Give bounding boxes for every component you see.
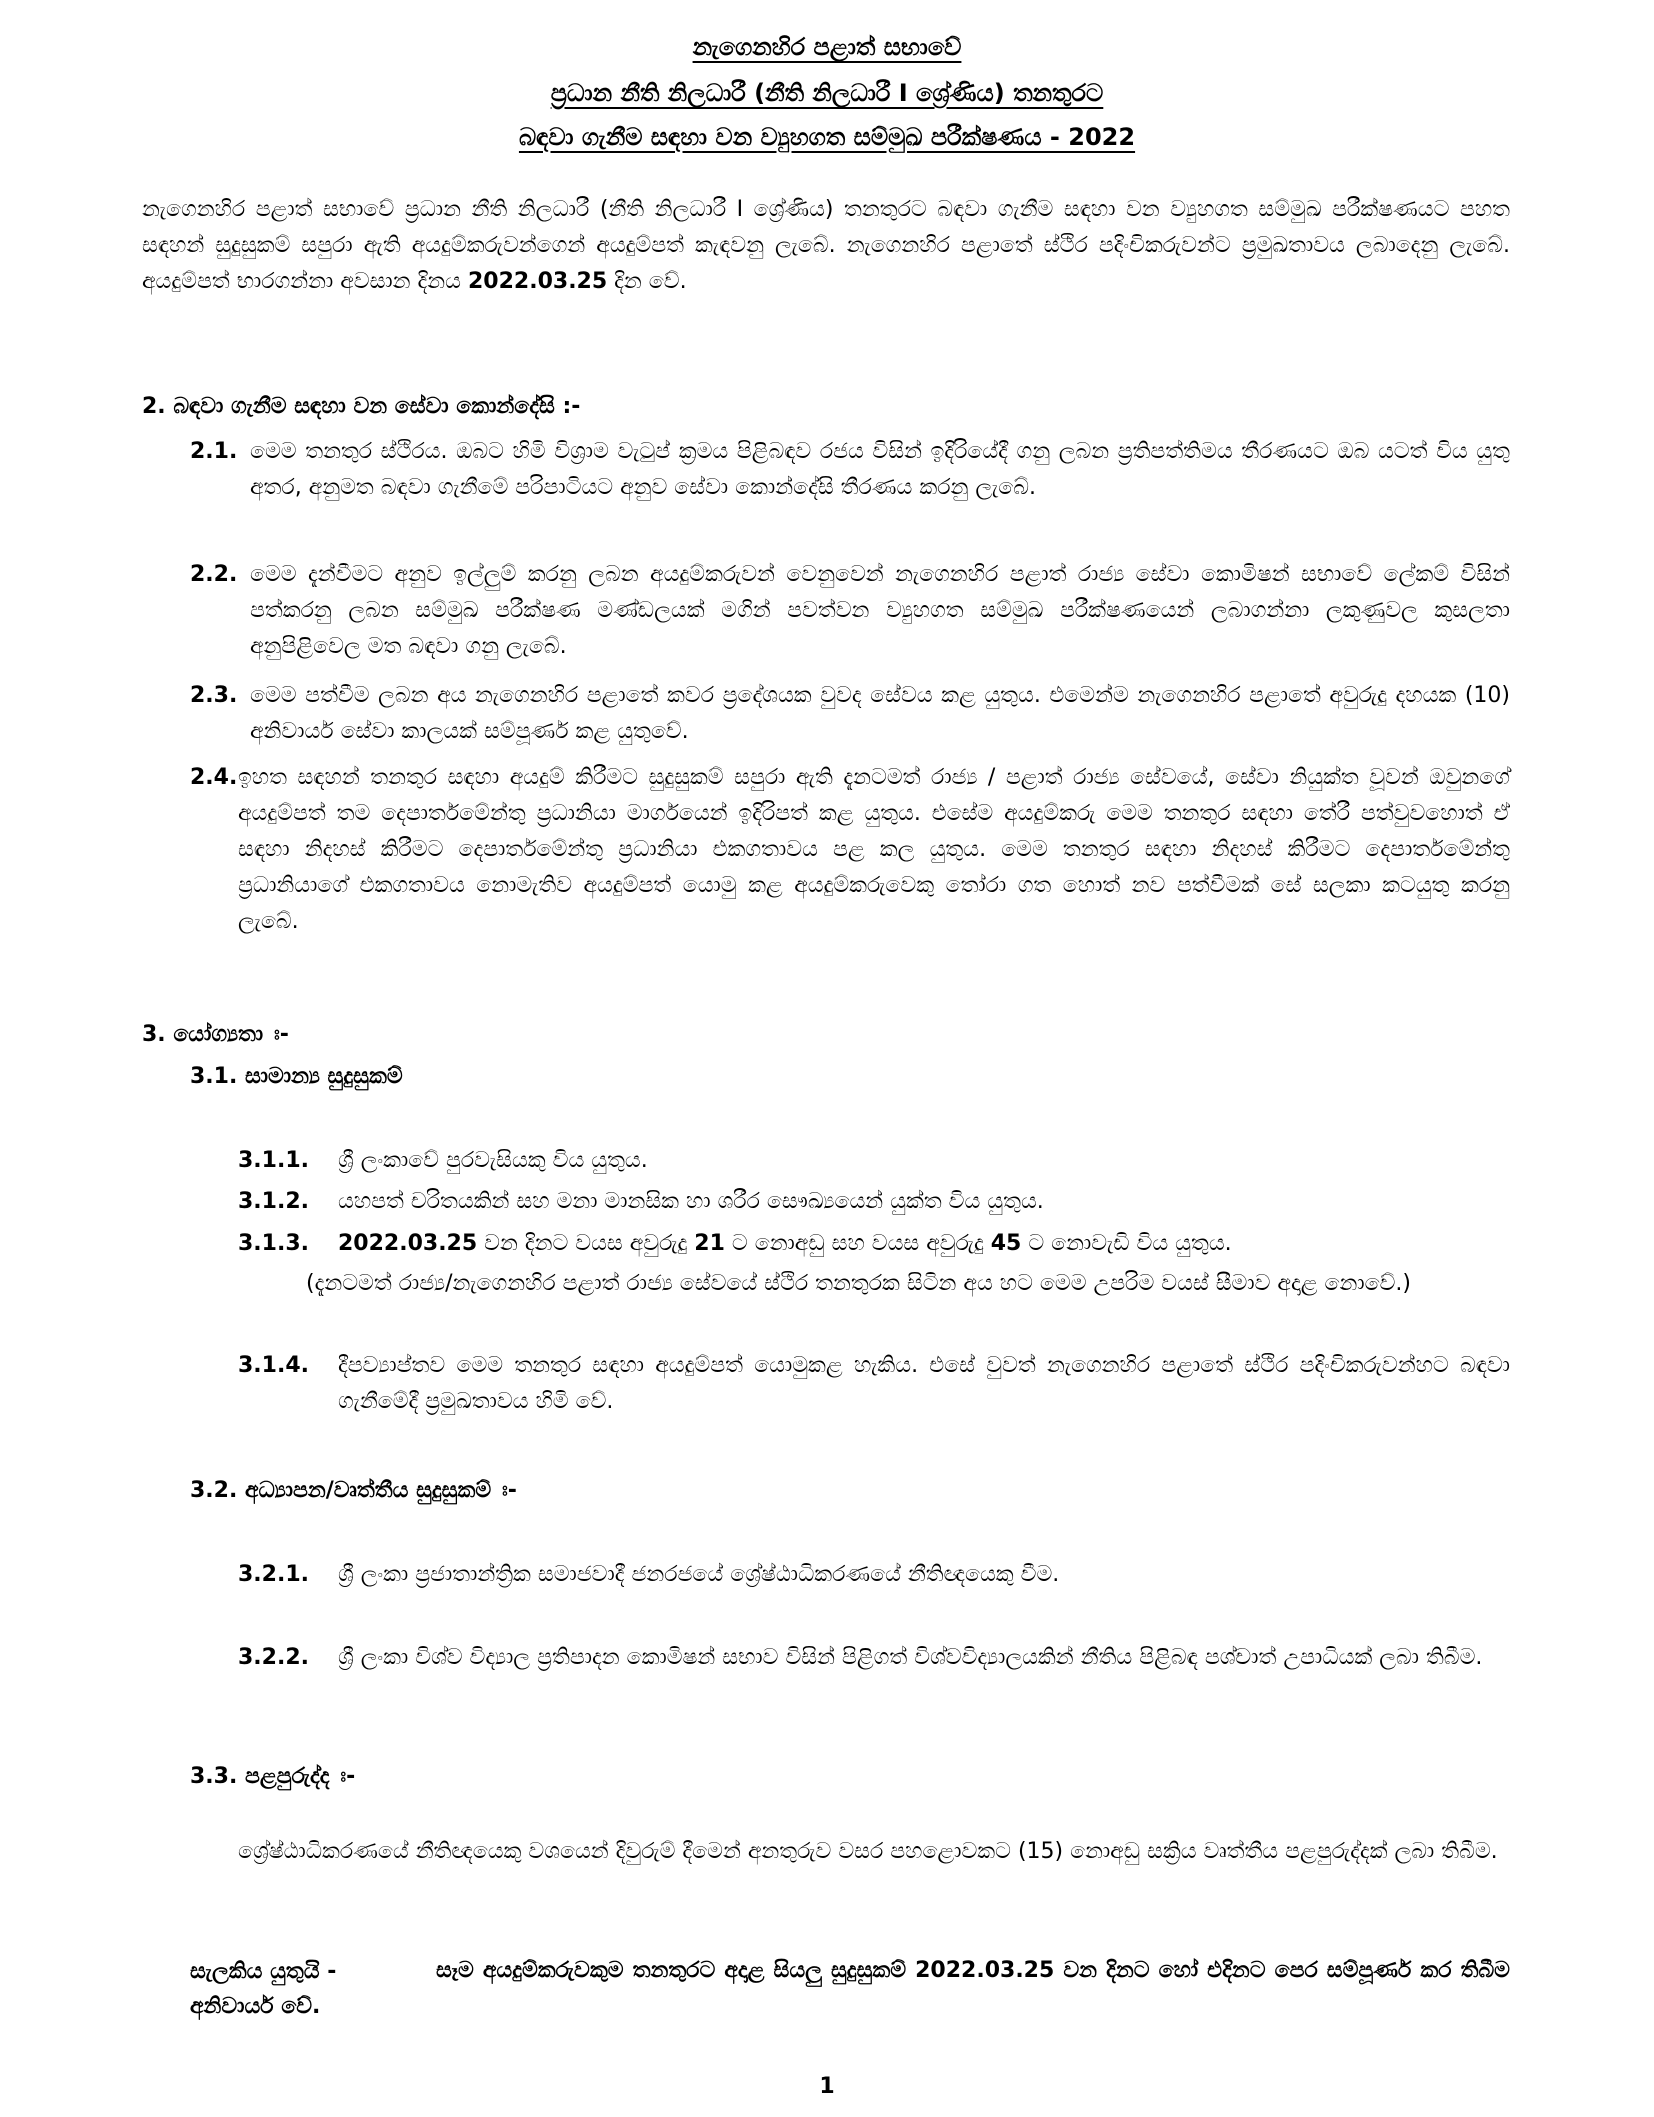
item-3-2-2-text: ශ්‍රී ලංකා විශ්ව විද්‍යාල ප්‍රතිපාදන කොමිෂන් සභාව විසින් පිළිගත් විශ්වවිද්‍යාලයකින් නීතිය පිළිබඳ පශ්චාත් උපාධියක් ලබා තිබීම.	[338, 1645, 1483, 1670]
item-3-2-1-text: ශ්‍රී ලංකා ප්‍රජාතාන්ත්‍රික සමාජවාදී ජනරජයේ ශ්‍රේෂ්ඨාධිකරණයේ නීතිඥයෙකු වීම.	[338, 1562, 1060, 1587]
age-date: 2022.03.25	[338, 1231, 478, 1256]
section-2-heading: 2. බඳවා ගැනීම සඳහා වන සේවා කොන්දේසි :-	[142, 394, 581, 419]
item-3-1-2-number: 3.1.2.	[238, 1189, 309, 1214]
intro-tail: දින වේ.	[607, 269, 687, 294]
item-3-1-1-number: 3.1.1.	[238, 1148, 309, 1173]
section-3-1-heading: 3.1. සාමාන්‍ය සුදුසුකම්	[190, 1064, 403, 1089]
item-3-1-2-text: යහපත් චරිතයකින් සහ මනා මානසික හා ශරීර සෞඛ්‍යයෙන් යුක්ත විය යුතුය.	[338, 1189, 1044, 1214]
item-2-2-number: 2.2.	[190, 562, 238, 587]
age-text-3: ට නොවැඩි විය යුතුය.	[1021, 1231, 1232, 1256]
section-3-3-heading: 3.3. පළපුරුද්ද ඃ-	[190, 1764, 356, 1789]
item-3-1-3-number: 3.1.3.	[238, 1231, 309, 1256]
item-3-1-3-note: (දැනටමත් රාජ්‍ය/නැගෙනහිර පළාත් රාජ්‍ය සේවයේ ස්ථිර තනතුරක සිටින අය හට මෙම උපරිම වයස් සීමාව අදාළ නොවේ.)	[306, 1271, 1411, 1296]
closing-date: 2022.03.25	[467, 269, 608, 294]
item-3-2-2-number: 3.2.2.	[238, 1645, 309, 1670]
intro-text: නැගෙනහිර පළාත් සභාවේ ප්‍රධාන නීති නිලධාරී (නීති නිලධාරී I ශ්‍රේණිය) තනතුරට බඳවා ගැනීම සඳහා වන ව්‍යුහගත සම්මුඛ පරීක්ෂණයට පහත සඳහන් සුදුසුකම් සපුරා ඇති අයදුම්කරුවන්ගෙන් අයදුම්පත් කැඳවනු ලැබේ. නැගෙනහිර පළාතේ ස්ථිර පදිංචිකරුවන්ට ප්‍රමුඛතාවය ලබාදෙනු ලැබේ. අයදුම්පත් භාරගන්නා අවසාන දිනය	[142, 197, 1510, 294]
note-text: සෑම අයදුම්කරුවකුම තනතුරට අදාළ සියලු සුදුසුකම් 2022.03.25 වන දිනට හෝ එදිනට පෙර සම්පූර්ණ කර තිබීම අනිවාර්ය වේ.	[190, 1958, 1510, 2019]
page-number: 1	[819, 2074, 835, 2099]
section-3-heading: 3. යෝග්‍යතා ඃ-	[142, 1022, 289, 1047]
item-2-3-text: මෙම පත්වීම ලබන අය නැගෙනහිර පළාතේ කවර ප්‍රදේශයක වුවද සේවය කළ යුතුය. එමෙන්ම නැගෙනහිර පළාතේ අවුරුදු දහයක (10) අනිවාර්ය සේවා කාලයක් සම්පූර්ණ කළ යුතුවේ.	[250, 683, 1510, 744]
title-line-2: ප්‍රධාන නීති නිලධාරී (නීති නිලධාරී I ශ්‍රේණිය) තනතුරට	[550, 79, 1104, 107]
age-text-1: වන දිනට වයස අවුරුදු	[477, 1231, 695, 1256]
item-3-1-1-text: ශ්‍රී ලංකාවේ පුරවැසියකු විය යුතුය.	[338, 1148, 648, 1173]
item-2-3-number: 2.3.	[190, 683, 238, 708]
note-label: සැලකිය යුතුයි -	[190, 1959, 337, 1984]
item-3-1-4-number: 3.1.4.	[238, 1353, 309, 1378]
section-3-3-text: ශ්‍රේෂ්ඨාධිකරණයේ නීතිඥයෙකු වශයෙන් දිවුරුම් දීමෙන් අනතුරුව වසර පහළොවකට (15) නොඅඩු සක්‍රිය වෘත්තීය පළපුරුද්දක් ලබා තිබීම.	[238, 1839, 1498, 1864]
item-2-4-number: 2.4.	[190, 765, 238, 790]
age-min: 21	[694, 1231, 725, 1256]
item-2-1-number: 2.1.	[190, 439, 238, 464]
age-text-2: ට නොඅඩු සහ වයස අවුරුදු	[724, 1231, 991, 1256]
item-2-1-text: මෙම තනතුර ස්ථිරය. ඔබට හිමි විශ්‍රාම වැටුප් ක්‍රමය පිළිබඳව රජය විසින් ඉදිරියේදී ගනු ලබන ප්‍රතිපත්තිමය තීරණයට ඔබ යටත් විය යුතු අතර, අනුමත බඳවා ගැනීමේ පරිපාටියට අනුව සේවා කොන්දේසි තීරණය කරනු ලැබේ.	[250, 439, 1510, 500]
section-3-2-heading: 3.2. අධ්‍යාපන/වෘත්තීය සුදුසුකම් ඃ-	[190, 1478, 517, 1503]
age-max: 45	[990, 1231, 1022, 1256]
title-line-3: බඳවා ගැනීම සඳහා වන ව්‍යුහගත සම්මුඛ පරීක්ෂණය - 2022	[518, 123, 1136, 151]
item-3-1-4-text: දීපව්‍යාප්තව මෙම තනතුර සඳහා අයදුම්පත් යොමුකළ හැකිය. එසේ වුවත් නැගෙනහිර පළාතේ ස්ථිර පදිංචිකරුවන්හට බඳවා ගැනීමේදී ප්‍රමුඛතාවය හිමි වේ.	[338, 1353, 1510, 1414]
title-line-1: නැගෙනහිර පළාත් සභාවේ	[692, 33, 962, 61]
item-3-1-3-text	[338, 1226, 1510, 1262]
intro-paragraph	[142, 192, 1510, 300]
item-2-4-text: ඉහත සඳහන් තනතුර සඳහා අයදුම් කිරීමට සුදුසුකම් සපුරා ඇති දැනටමත් රාජ්‍ය / පළාත් රාජ්‍ය සේවයේ, සේවා නියුක්ත වූවන් ඔවුනගේ අයදුම්පත් තම දෙපාර්තමේන්තු ප්‍රධානියා මාර්ගයෙන් ඉදිරිපත් කළ යුතුය. එසේම අයදුම්කරු මෙම තනතුර සඳහා තේරී පත්වුවහොත් ඒ සඳහා නිදහස් කිරීමට දෙපාර්තමේන්තු ප්‍රධානියා එකගතාවය පළ කල යුතුය. මෙම තනතුර සඳහා නිදහස් කිරීමට දෙපාර්තමේන්තු ප්‍රධානියාගේ එකගතාවය නොමැතිව අයදුම්පත් යොමු කළ අයදුම්කරුවෙකු තෝරා ගත හොත් නව පත්වීමක් සේ සලකා කටයුතු කරනු ලැබේ.	[238, 765, 1510, 934]
item-3-2-1-number: 3.2.1.	[238, 1562, 309, 1587]
item-2-2-text: මෙම දැන්වීමට අනුව ඉල්ලුම් කරනු ලබන අයදුම්කරුවන් වෙනුවෙන් නැගෙනහිර පළාත් රාජ්‍ය සේවා කොමිෂන් සභාවේ ලේකම් විසින් පත්කරනු ලබන සම්මුඛ පරීක්ෂණ මණ්ඩලයක් මගින් පවත්වන ව්‍යුහගත සම්මුඛ පරීක්ෂණයෙන් ලබාගන්නා ලකුණුවල කුසලතා අනුපිළිවෙල මත බඳවා ගනු ලැබේ.	[250, 562, 1510, 659]
